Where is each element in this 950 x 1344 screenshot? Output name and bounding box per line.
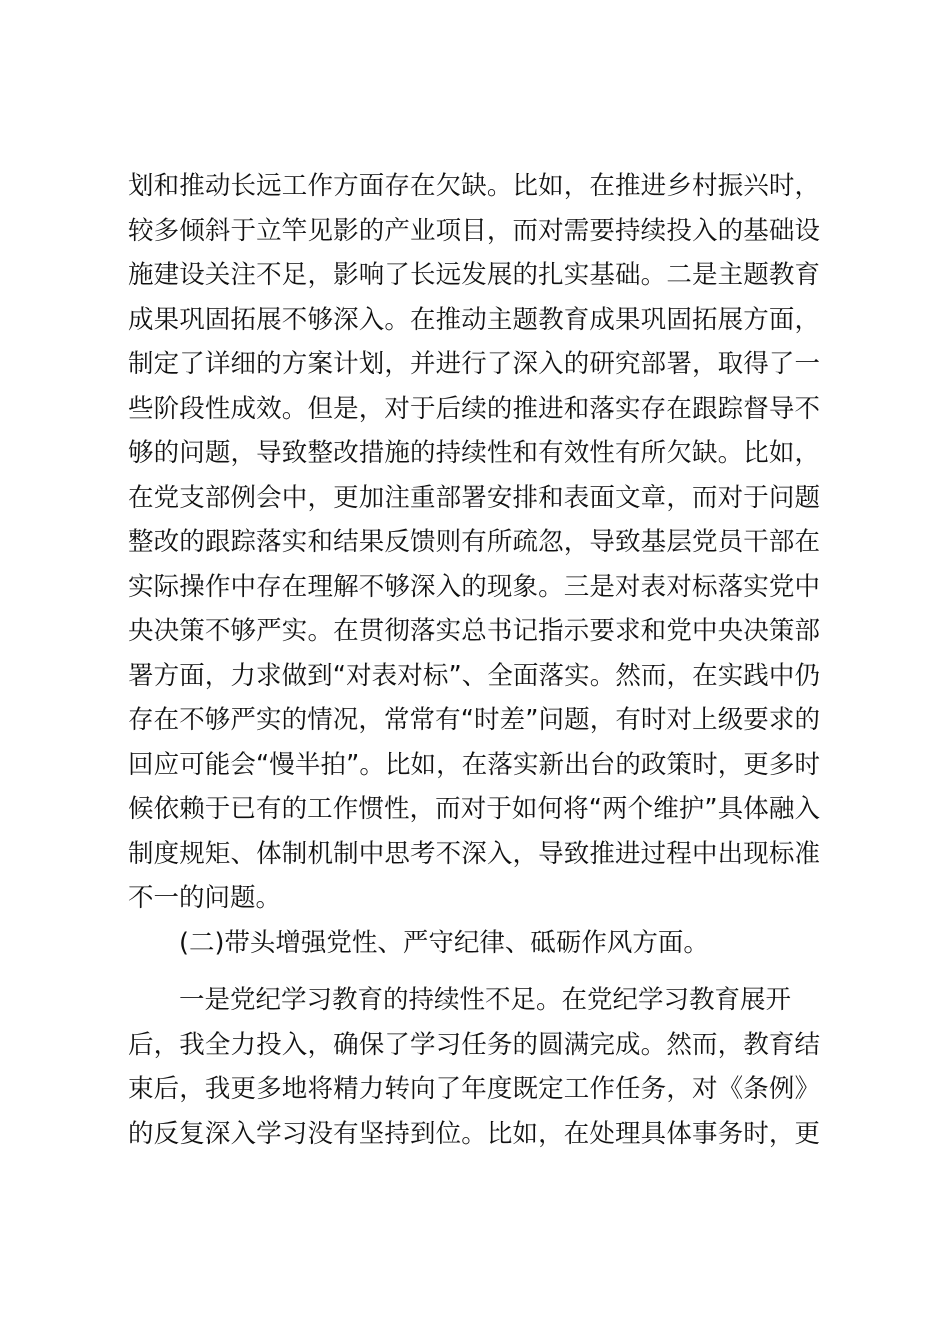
- text-line: 存在不够严实的情况，常常有“时差”问题，有时对上级要求的: [128, 705, 820, 735]
- text-line: 较多倾斜于立竿见影的产业项目，而对需要持续投入的基础设: [128, 215, 820, 246]
- section-heading: (二)带头增强党性、严守纪律、砥砺作风方面。: [179, 927, 709, 958]
- text-line: 候依赖于已有的工作惯性，而对于如何将“两个维护”具体融入: [128, 794, 820, 824]
- text-line: 束后，我更多地将精力转向了年度既定工作任务，对《条例》: [128, 1074, 820, 1104]
- text-line: 制定了详细的方案计划，并进行了深入的研究部署，取得了一: [128, 349, 820, 379]
- text-line: 整改的跟踪落实和结果反馈则有所疏忽，导致基层党员干部在: [128, 527, 820, 557]
- paragraph-1: [128, 164, 820, 965]
- text-line: 央决策不够严实。在贯彻落实总书记指示要求和党中央决策部: [128, 616, 820, 646]
- text-line: 不一的问题。: [128, 883, 282, 913]
- text-line: 些阶段性成效。但是，对于后续的推进和落实存在跟踪督导不: [128, 393, 820, 424]
- text-line: 一是党纪学习教育的持续性不足。在党纪学习教育展开: [179, 985, 792, 1015]
- text-line: 制度规矩、体制机制中思考不深入，导致推进过程中出现标准: [128, 838, 820, 869]
- text-line: 的反复深入学习没有坚持到位。比如，在处理具体事务时，更: [128, 1118, 820, 1149]
- text-line: 够的问题，导致整改措施的持续性和有效性有所欠缺。比如，: [128, 438, 820, 468]
- text-line: 划和推动长远工作方面存在欠缺。比如，在推进乡村振兴时，: [128, 171, 820, 201]
- text-line: 回应可能会“慢半拍”。比如，在落实新出台的政策时，更多时: [128, 749, 820, 780]
- text-line: 后，我全力投入，确保了学习任务的圆满完成。然而，教育结: [128, 1029, 820, 1060]
- text-line: 署方面，力求做到“对表对标”、全面落实。然而，在实践中仍: [128, 660, 820, 691]
- text-line: 成果巩固拓展不够深入。在推动主题教育成果巩固拓展方面，: [128, 304, 820, 335]
- text-line: 施建设关注不足，影响了长远发展的扎实基础。二是主题教育: [128, 260, 820, 290]
- paragraph-2: [128, 978, 820, 1156]
- text-line: 在党支部例会中，更加注重部署安排和表面文章，而对于问题: [128, 482, 820, 513]
- text-line: 实际操作中存在理解不够深入的现象。三是对表对标落实党中: [128, 571, 820, 602]
